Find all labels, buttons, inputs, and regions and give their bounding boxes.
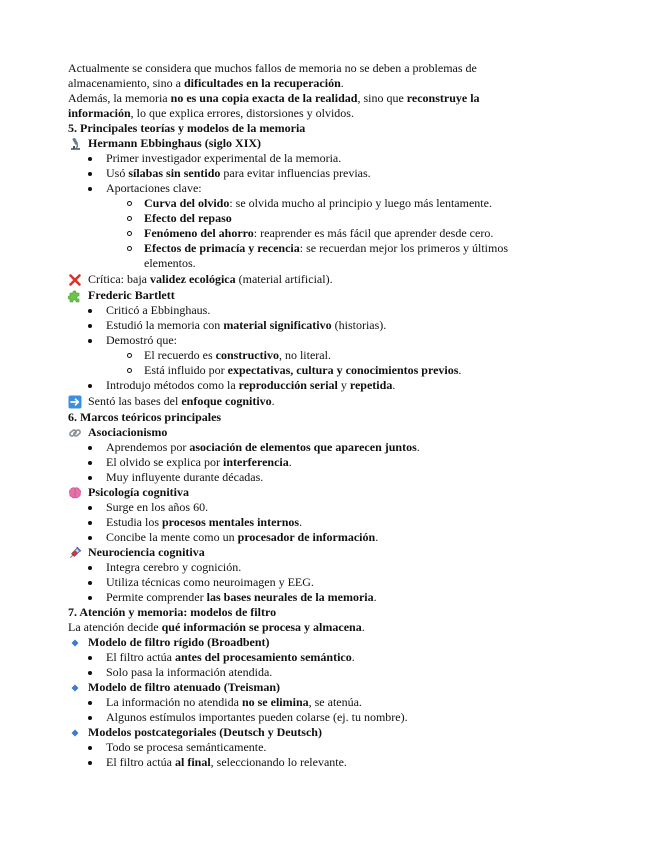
neurociencia-title: Neurociencia cognitiva [88,545,205,559]
sublist-item: Curva del olvido: se olvida mucho al principio y luego más lentamente. [68,196,548,211]
list-item: Surge en los años 60. [68,500,548,515]
bold-text: material significativo [223,318,332,332]
bold-text: expectativas, cultura y conocimientos previos [227,363,459,377]
bold-text: dificultades en la recuperación [183,76,341,90]
sublist-item: Efectos de primacía y recencia: se recuerdan mejor los primeros y últimos elementos. [68,241,548,271]
list-item: El filtro actúa antes del procesamiento semántico. [68,650,548,665]
link-icon [68,426,82,440]
section-7-intro: La atención decide qué información se procesa y almacena. [68,620,365,634]
bold-text: las bases neurales de la memoria [206,590,374,604]
psicologia-cognitiva-heading [68,485,548,500]
note-text: Sentó las bases del enfoque cognitivo. [88,394,275,408]
list-item: Concibe la mente como un procesador de información. [68,530,548,545]
bold-text: Fenómeno del ahorro [144,226,254,240]
ebbinghaus-title: Hermann Ebbinghaus (siglo XIX) [88,136,262,150]
bold-text: procesos mentales internos [162,515,300,529]
bartlett-list [68,303,548,393]
bold-text: repetida [349,378,393,392]
list-item: El olvido se explica por interferencia. [68,455,548,470]
bold-text: constructivo [215,348,279,362]
ebbinghaus-list [68,151,548,271]
bold-text: interferencia [222,455,289,469]
list-item: Algunos estímulos importantes pueden colarse (ej. tu nombre). [68,710,548,725]
list-item: Introdujo métodos como la reproducción serial y repetida. [68,378,548,393]
bold-text: qué información se procesa y almacena [161,620,362,634]
critique-text: Crítica: baja validez ecológica (material artificial). [88,272,333,286]
bold-text: reconstruye la información [68,91,480,120]
bold-text: Efectos de primacía y recencia [144,241,300,255]
list-item: Permite comprender las bases neurales de la memoria. [68,590,548,605]
list-item: La información no atendida no se elimina, se atenúa. [68,695,548,710]
bold-text: no se elimina [241,695,309,709]
psicologia-cognitiva-title: Psicología cognitiva [88,485,189,499]
bold-text: no es una copia exacta de la realidad [170,91,358,105]
section-5-heading: 5. Principales teorías y modelos de la memoria [68,121,306,135]
intro-paragraph-1: Actualmente se considera que muchos fallos de memoria no se deben a problemas de almacenamiento, sino a dificultades en la recuperación. [68,61,477,90]
list-item: Usó sílabas sin sentido para evitar influencias previas. [68,166,548,181]
broadbent-list [68,650,548,680]
cross-mark-icon [68,273,82,287]
asociacionismo-title: Asociacionismo [88,425,168,439]
ebbinghaus-heading [68,136,548,151]
bold-text: Efecto del repaso [144,211,232,225]
list-item: Todo se procesa semánticamente. [68,740,548,755]
ebbinghaus-critique [68,272,548,287]
section-7-heading: 7. Atención y memoria: modelos de filtro [68,605,277,619]
list-item: Solo pasa la información atendida. [68,665,548,680]
treisman-title: Modelo de filtro atenuado (Treisman) [88,680,280,694]
broadbent-title: Modelo de filtro rígido (Broadbent) [88,635,270,649]
deutsch-list [68,740,548,770]
neurociencia-list [68,560,548,605]
brain-icon [68,486,82,500]
bold-text: validez ecológica [149,272,236,286]
list-item [68,333,548,378]
list-item: Criticó a Ebbinghaus. [68,303,548,318]
syringe-icon [68,546,82,560]
list-item [68,181,548,271]
section-6-heading: 6. Marcos teóricos principales [68,410,222,424]
right-arrow-icon [68,395,82,409]
list-item-text: Aportaciones clave: [106,181,202,195]
list-item: Utiliza técnicas como neuroimagen y EEG. [68,575,548,590]
bartlett-heading [68,288,548,303]
bold-text: Curva del olvido [144,196,230,210]
treisman-list [68,695,548,725]
asociacionismo-heading [68,425,548,440]
bold-text: procesador de información [237,530,376,544]
sublist-item: Fenómeno del ahorro: reaprender es más fácil que aprender desde cero. [68,226,548,241]
deutsch-heading [68,725,548,740]
asociacionismo-list [68,440,548,485]
list-item: Primer investigador experimental de la memoria. [68,151,548,166]
list-item: Integra cerebro y cognición. [68,560,548,575]
bold-text: al final [174,755,211,769]
list-item: Aprendemos por asociación de elementos que aparecen juntos. [68,440,548,455]
list-item-text: Demostró que: [106,333,177,347]
bartlett-sublist [106,348,548,378]
bartlett-note [68,394,548,409]
list-item: El filtro actúa al final, seleccionando lo relevante. [68,755,548,770]
bold-text: asociación de elementos que aparecen juntos [189,440,417,454]
list-item: Muy influyente durante décadas. [68,470,548,485]
sublist-item [68,211,548,226]
blue-diamond-icon [68,681,82,695]
ebbinghaus-sublist [106,196,548,271]
blue-diamond-icon [68,726,82,740]
bold-text: sílabas sin sentido [128,166,221,180]
neurociencia-heading [68,545,548,560]
blue-diamond-icon [68,636,82,650]
deutsch-title: Modelos postcategoriales (Deutsch y Deutsch) [88,725,322,739]
list-item: Estudió la memoria con material significativo (historias). [68,318,548,333]
microscope-icon [68,137,82,151]
puzzle-icon [68,289,82,303]
broadbent-heading [68,635,548,650]
treisman-heading [68,680,548,695]
intro-paragraph-2: Además, la memoria no es una copia exacta de la realidad, sino que reconstruye la información, lo que explica errores, distorsiones y olvidos. [68,91,480,120]
bartlett-title: Frederic Bartlett [88,288,175,302]
bold-text: reproducción serial [238,378,338,392]
bold-text: enfoque cognitivo [181,394,272,408]
bold-text: antes del procesamiento semántico [174,650,352,664]
list-item: Estudia los procesos mentales internos. [68,515,548,530]
document-body [68,61,548,770]
sublist-item: El recuerdo es constructivo, no literal. [68,348,548,363]
psicologia-cognitiva-list [68,500,548,545]
sublist-item: Está influido por expectativas, cultura y conocimientos previos. [68,363,548,378]
